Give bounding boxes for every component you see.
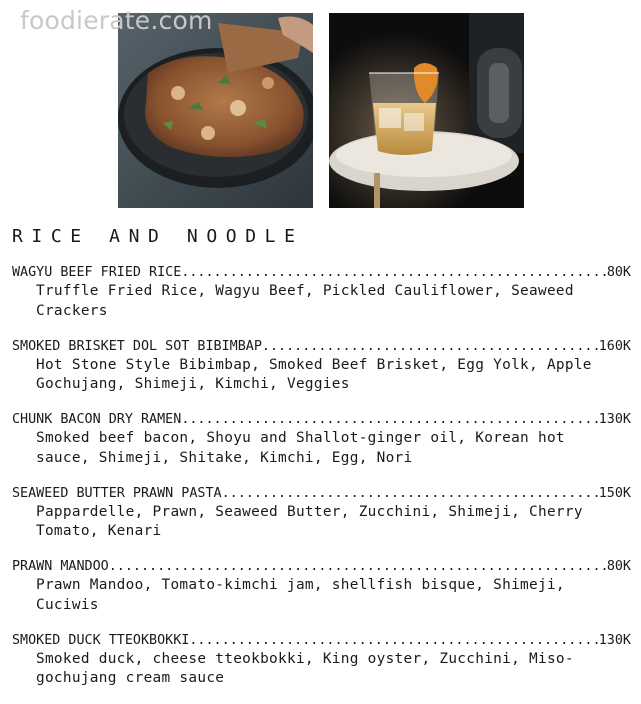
site-watermark: foodierate.com bbox=[20, 6, 213, 35]
dot-leader bbox=[222, 484, 599, 503]
menu-item-name: CHUNK BACON DRY RAMEN bbox=[12, 412, 182, 428]
menu-item-description: Smoked beef bacon, Shoyu and Shallot-ginger oil, Korean hot sauce, Shimeji, Shitake, Kimchi, Egg, Nori bbox=[36, 430, 565, 466]
dot-leader bbox=[189, 631, 598, 650]
cocktail-illustration bbox=[329, 13, 524, 208]
dot-leader bbox=[181, 263, 607, 282]
menu-item-description: Smoked duck, cheese tteokbokki, King oyster, Zucchini, Miso-gochujang cream sauce bbox=[36, 650, 574, 687]
menu-item-name: SMOKED DUCK TTEOKBOKKI bbox=[12, 632, 190, 648]
drink-photo bbox=[329, 13, 524, 208]
menu-item-price: 130K bbox=[598, 412, 631, 428]
food-photo bbox=[118, 13, 313, 208]
menu-item bbox=[12, 557, 631, 631]
menu-item-name: WAGYU BEEF FRIED RICE bbox=[12, 265, 182, 280]
flatbread-illustration bbox=[118, 13, 313, 208]
menu-item-description: Pappardelle, Prawn, Seaweed Butter, Zucchini, Shimeji, Cherry Tomato, Kenari bbox=[36, 503, 583, 540]
dot-leader bbox=[262, 337, 599, 356]
menu-item-name: SEAWEED BUTTER PRAWN PASTA bbox=[12, 485, 222, 501]
dot-leader bbox=[109, 557, 607, 576]
menu-item bbox=[12, 631, 631, 704]
menu-item-description: Prawn Mandoo, Tomato-kimchi jam, shellfish bisque, Shimeji, Cuciwis bbox=[36, 577, 565, 613]
menu-item-description: Truffle Fried Rice, Wagyu Beef, Pickled Cauliflower, Seaweed Crackers bbox=[36, 283, 574, 319]
menu-list bbox=[12, 263, 631, 704]
menu-item bbox=[12, 263, 631, 337]
menu-item-price: 80K bbox=[606, 265, 631, 280]
menu-item-description: Hot Stone Style Bibimbap, Smoked Beef Brisket, Egg Yolk, Apple Gochujang, Shimeji, Kimchi, Veggies bbox=[36, 356, 592, 393]
menu-item-price: 160K bbox=[598, 338, 631, 354]
menu-item-price: 130K bbox=[598, 632, 631, 648]
menu-item bbox=[12, 410, 631, 484]
menu-item-price: 150K bbox=[598, 485, 631, 501]
menu-item-name: PRAWN MANDOO bbox=[12, 559, 109, 575]
menu-item-price: 80K bbox=[606, 559, 631, 575]
dot-leader bbox=[181, 410, 598, 429]
section-title: RICE AND NOODLE bbox=[12, 226, 304, 247]
menu-item bbox=[12, 484, 631, 558]
menu-item-name: SMOKED BRISKET DOL SOT BIBIMBAP bbox=[12, 338, 262, 354]
menu-item bbox=[12, 337, 631, 411]
